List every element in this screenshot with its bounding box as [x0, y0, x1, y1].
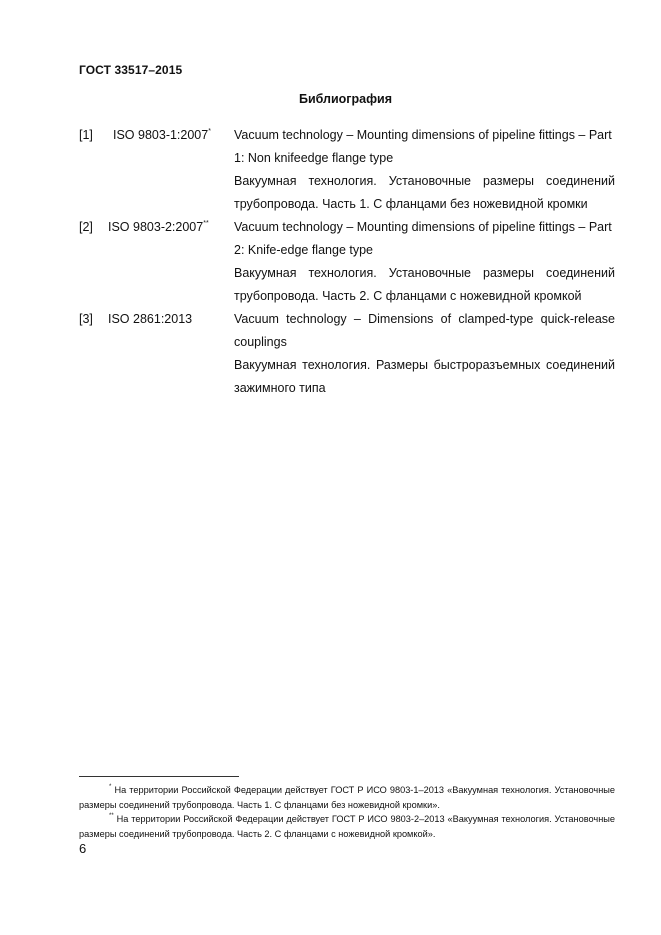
reference-english-title: Vacuum technology – Dimensions of clamped-type quick-release couplings [234, 312, 615, 349]
footnote-marker: ** [109, 813, 114, 819]
reference-number: [3] [79, 312, 93, 326]
reference-description [234, 124, 615, 216]
footnote-marker: * [208, 128, 211, 135]
footnote-text: На территории Российской Федерации действует ГОСТ Р ИСО 9803-2–2013 «Вакуумная технология. Установочные размеры соединений трубопровода. Часть 2. С фланцами с ножевидной кромкой». [79, 814, 615, 839]
footnote [79, 783, 615, 812]
footnote-text: На территории Российской Федерации действует ГОСТ Р ИСО 9803-1–2013 «Вакуумная технология. Установочные размеры соединений трубопровода. Часть 1. С фланцами без ножевидной кромки». [79, 785, 615, 810]
reference-code [108, 308, 192, 331]
page-number: 6 [79, 841, 87, 856]
document-header-code: ГОСТ 33517–2015 [79, 63, 183, 77]
reference-russian-title: Вакуумная технология. Размеры быстроразъемных соединений зажимного типа [234, 358, 615, 395]
reference-number: [2] [79, 220, 93, 234]
reference-code [113, 124, 211, 147]
reference-code-text: ISO 2861:2013 [108, 312, 193, 326]
reference-description [234, 216, 615, 308]
footnote [79, 812, 615, 841]
footnotes [79, 783, 615, 841]
reference-russian-title: Вакуумная технология. Установочные размеры соединений трубопровода. Часть 2. С фланцами с ножевидной кромкой [234, 266, 615, 303]
reference-code-text: ISO 9803-1:2007 [113, 128, 209, 142]
reference-code [108, 216, 209, 239]
reference-english-title: Vacuum technology – Mounting dimensions of pipeline fittings – Part 1: Non knifeedge flange type [234, 128, 612, 165]
footnote-marker: ** [203, 220, 209, 227]
reference-russian-title: Вакуумная технология. Установочные размеры соединений трубопровода. Часть 1. С фланцами без ножевидной кромки [234, 174, 615, 211]
bibliography-title: Библиография [298, 92, 393, 106]
footnote-marker: * [109, 784, 112, 790]
reference-english-title: Vacuum technology – Mounting dimensions of pipeline fittings – Part 2: Knife-edge flange type [234, 220, 612, 257]
reference-description [234, 308, 615, 400]
footnote-separator [79, 776, 239, 777]
reference-number: [1] [79, 128, 93, 142]
reference-code-text: ISO 9803-2:2007 [108, 220, 204, 234]
